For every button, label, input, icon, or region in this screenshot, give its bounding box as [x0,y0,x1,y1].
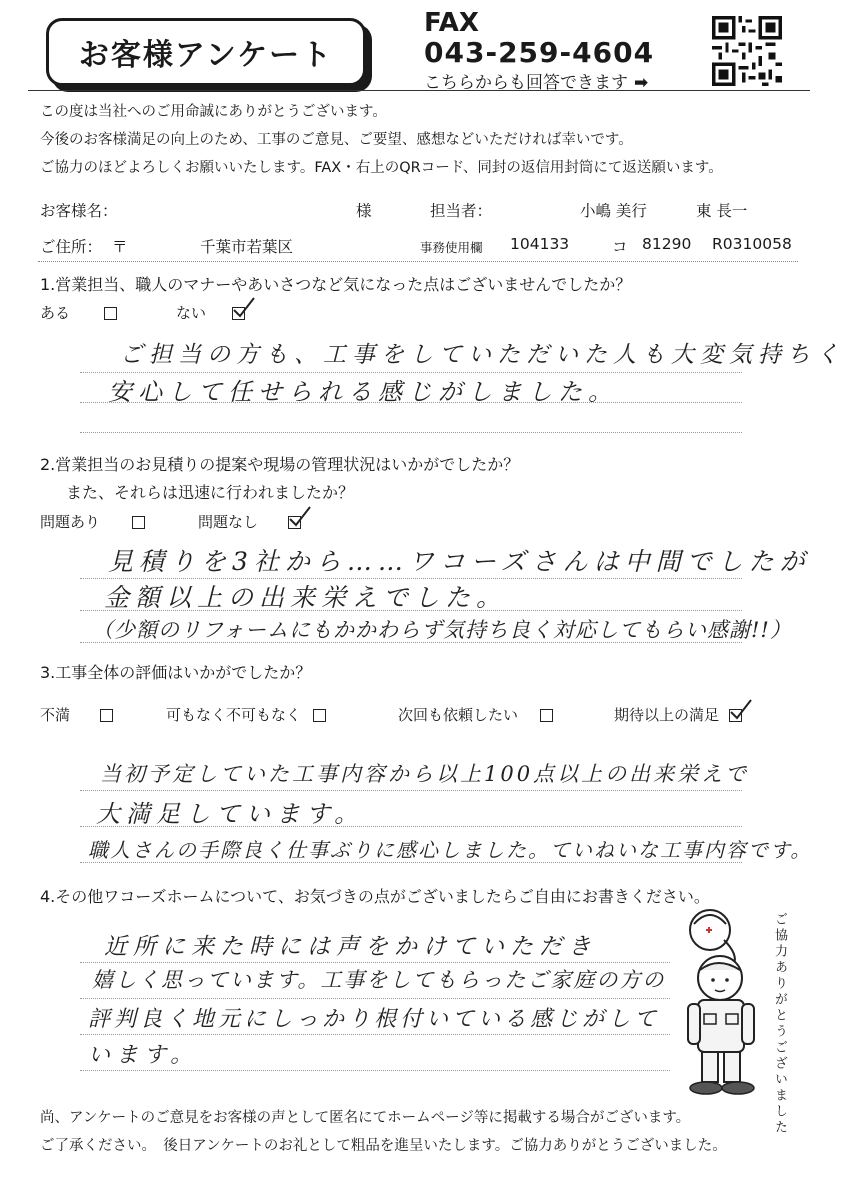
office-code-1: 104133 [510,235,570,253]
q3-option-4[interactable] [614,704,742,725]
q3-option-1-label: 不満 [40,706,71,724]
fax-label: FAX [424,8,479,38]
q3-option-1[interactable] [40,704,113,725]
q1-answer-1: ご担当の方も、工事をしていただいた人も大変気持ちく [120,342,845,368]
info-divider [38,261,798,262]
q3-option-2-label: 可もなく不可もなく [166,706,302,724]
footer-line-2: ご了承ください。 後日アンケートのお礼として粗品を進呈いたします。ご協力ありがとうございました。 [40,1138,727,1154]
q3-option-3-label: 次回も依頼したい [398,706,519,724]
q1-no-checkbox-checked[interactable] [232,307,245,320]
address-value: 千葉市若葉区 [200,238,294,256]
q2-answer-2: 金額以上の出来栄えでした。 [104,583,508,612]
q4-answer-4: います。 [88,1043,199,1068]
intro-line-1: この度は当社へのご用命誠にありがとうございます。 [40,104,387,120]
address-label: ご住所： [40,238,103,256]
staff-name-1: 小嶋 美行 [580,202,647,220]
q3-answer-line-1 [80,790,742,791]
office-code-2: コ [612,238,628,256]
q4-answer-line-2 [80,998,670,999]
survey-title: お客様アンケート [46,18,366,86]
q2-question: 2.営業担当のお見積りの提案や現場の管理状況はいかがでしたか？ [40,455,520,474]
q2-option-noproblem[interactable] [198,511,301,532]
q3-option-1-checkbox[interactable] [100,709,113,722]
q4-answer-1: 近所に来た時には声をかけていただき [104,934,597,960]
q3-answer-1: 当初予定していた工事内容から以上100点以上の出来栄えで [100,762,750,786]
side-thanks-note: ご協力ありがとうございました [772,912,787,1136]
header-divider [28,90,810,91]
q4-answer-line-1 [80,962,670,963]
q3-answer-3: 職人さんの手際良く仕事ぶりに感心しました。ていねいな工事内容です。 [88,838,813,862]
q3-answer-2: 大満足しています。 [96,800,365,828]
q3-option-4-checkbox-checked[interactable] [729,709,742,722]
worker-illustration [668,900,778,1100]
honorific: 様 [356,202,372,220]
q2-option-noproblem-label: 問題なし [198,513,259,531]
office-code-3: 81290 [642,235,692,253]
q2-answer-3: （少額のリフォームにもかかわらず気持ち良く対応してもらい感謝!!） [92,618,792,642]
office-code-4: R0310058 [712,235,792,253]
q3-option-2[interactable] [166,704,326,725]
q2-option-problem[interactable] [40,511,145,532]
q2-answer-1: 見積りを3社から……ワコーズさんは中間でしたが [108,547,811,576]
q3-option-4-label: 期待以上の満足 [614,706,720,724]
q1-option-yes[interactable] [40,302,117,323]
q2-noproblem-checkbox-checked[interactable] [288,516,301,529]
qr-note-text: こちらからも回答できます [424,73,628,93]
q1-answer-line-3 [80,432,742,433]
q1-answer-2: 安心して任せられる感じがしました。 [108,378,618,406]
fax-number: 043-259-4604 [424,36,655,69]
staff-name-2: 東 長一 [696,202,748,220]
q4-answer-line-4 [80,1070,670,1071]
footer-line-1: 尚、アンケートのご意見をお客様の声として匿名にてホームページ等に掲載する場合がございます。 [40,1110,691,1126]
q3-option-2-checkbox[interactable] [313,709,326,722]
q2-question-2: また、それらは迅速に行われましたか？ [66,483,355,502]
checkmark-icon [728,698,754,724]
q3-question: 3.工事全体の評価はいかがでしたか？ [40,663,312,682]
intro-line-2: 今後のお客様満足の向上のため、工事のご意見、ご要望、感想などいただければ幸いです。 [40,132,633,148]
qr-code-icon[interactable] [712,16,782,86]
q1-option-yes-label: ある [40,304,71,322]
q4-answer-line-3 [80,1034,670,1035]
q4-question: 4.その他ワコーズホームについて、お気づきの点がございましたらご自由にお書きください。 [40,887,710,906]
q2-option-problem-label: 問題あり [40,513,101,531]
customer-name-label: お客様名： [40,202,118,220]
intro-line-3: ご協力のほどよろしくお願いいたします。FAX・右上のQRコード、同封の返信用封筒にて返送願います。 [40,160,723,176]
staff-label: 担当者： [430,202,493,220]
checkmark-icon [231,296,257,322]
q4-answer-3: 評判良く地元にしっかり根付いている感じがして [88,1007,661,1032]
office-use-label: 事務使用欄 [420,240,483,255]
postal-mark: 〒 [112,238,128,256]
arrow-right-icon: ➡ [634,73,649,93]
q1-option-no-label: ない [176,304,207,322]
q3-option-3[interactable] [398,704,553,725]
checkmark-icon [287,505,313,531]
q1-question: 1.営業担当、職人のマナーやあいさつなど気になった点はございませんでしたか？ [40,275,632,294]
q1-yes-checkbox[interactable] [104,307,117,320]
q1-option-no[interactable] [176,302,245,323]
q4-answer-2: 嬉しく思っています。工事をしてもらったご家庭の方の [92,968,666,992]
q2-problem-checkbox[interactable] [132,516,145,529]
q3-option-3-checkbox[interactable] [540,709,553,722]
